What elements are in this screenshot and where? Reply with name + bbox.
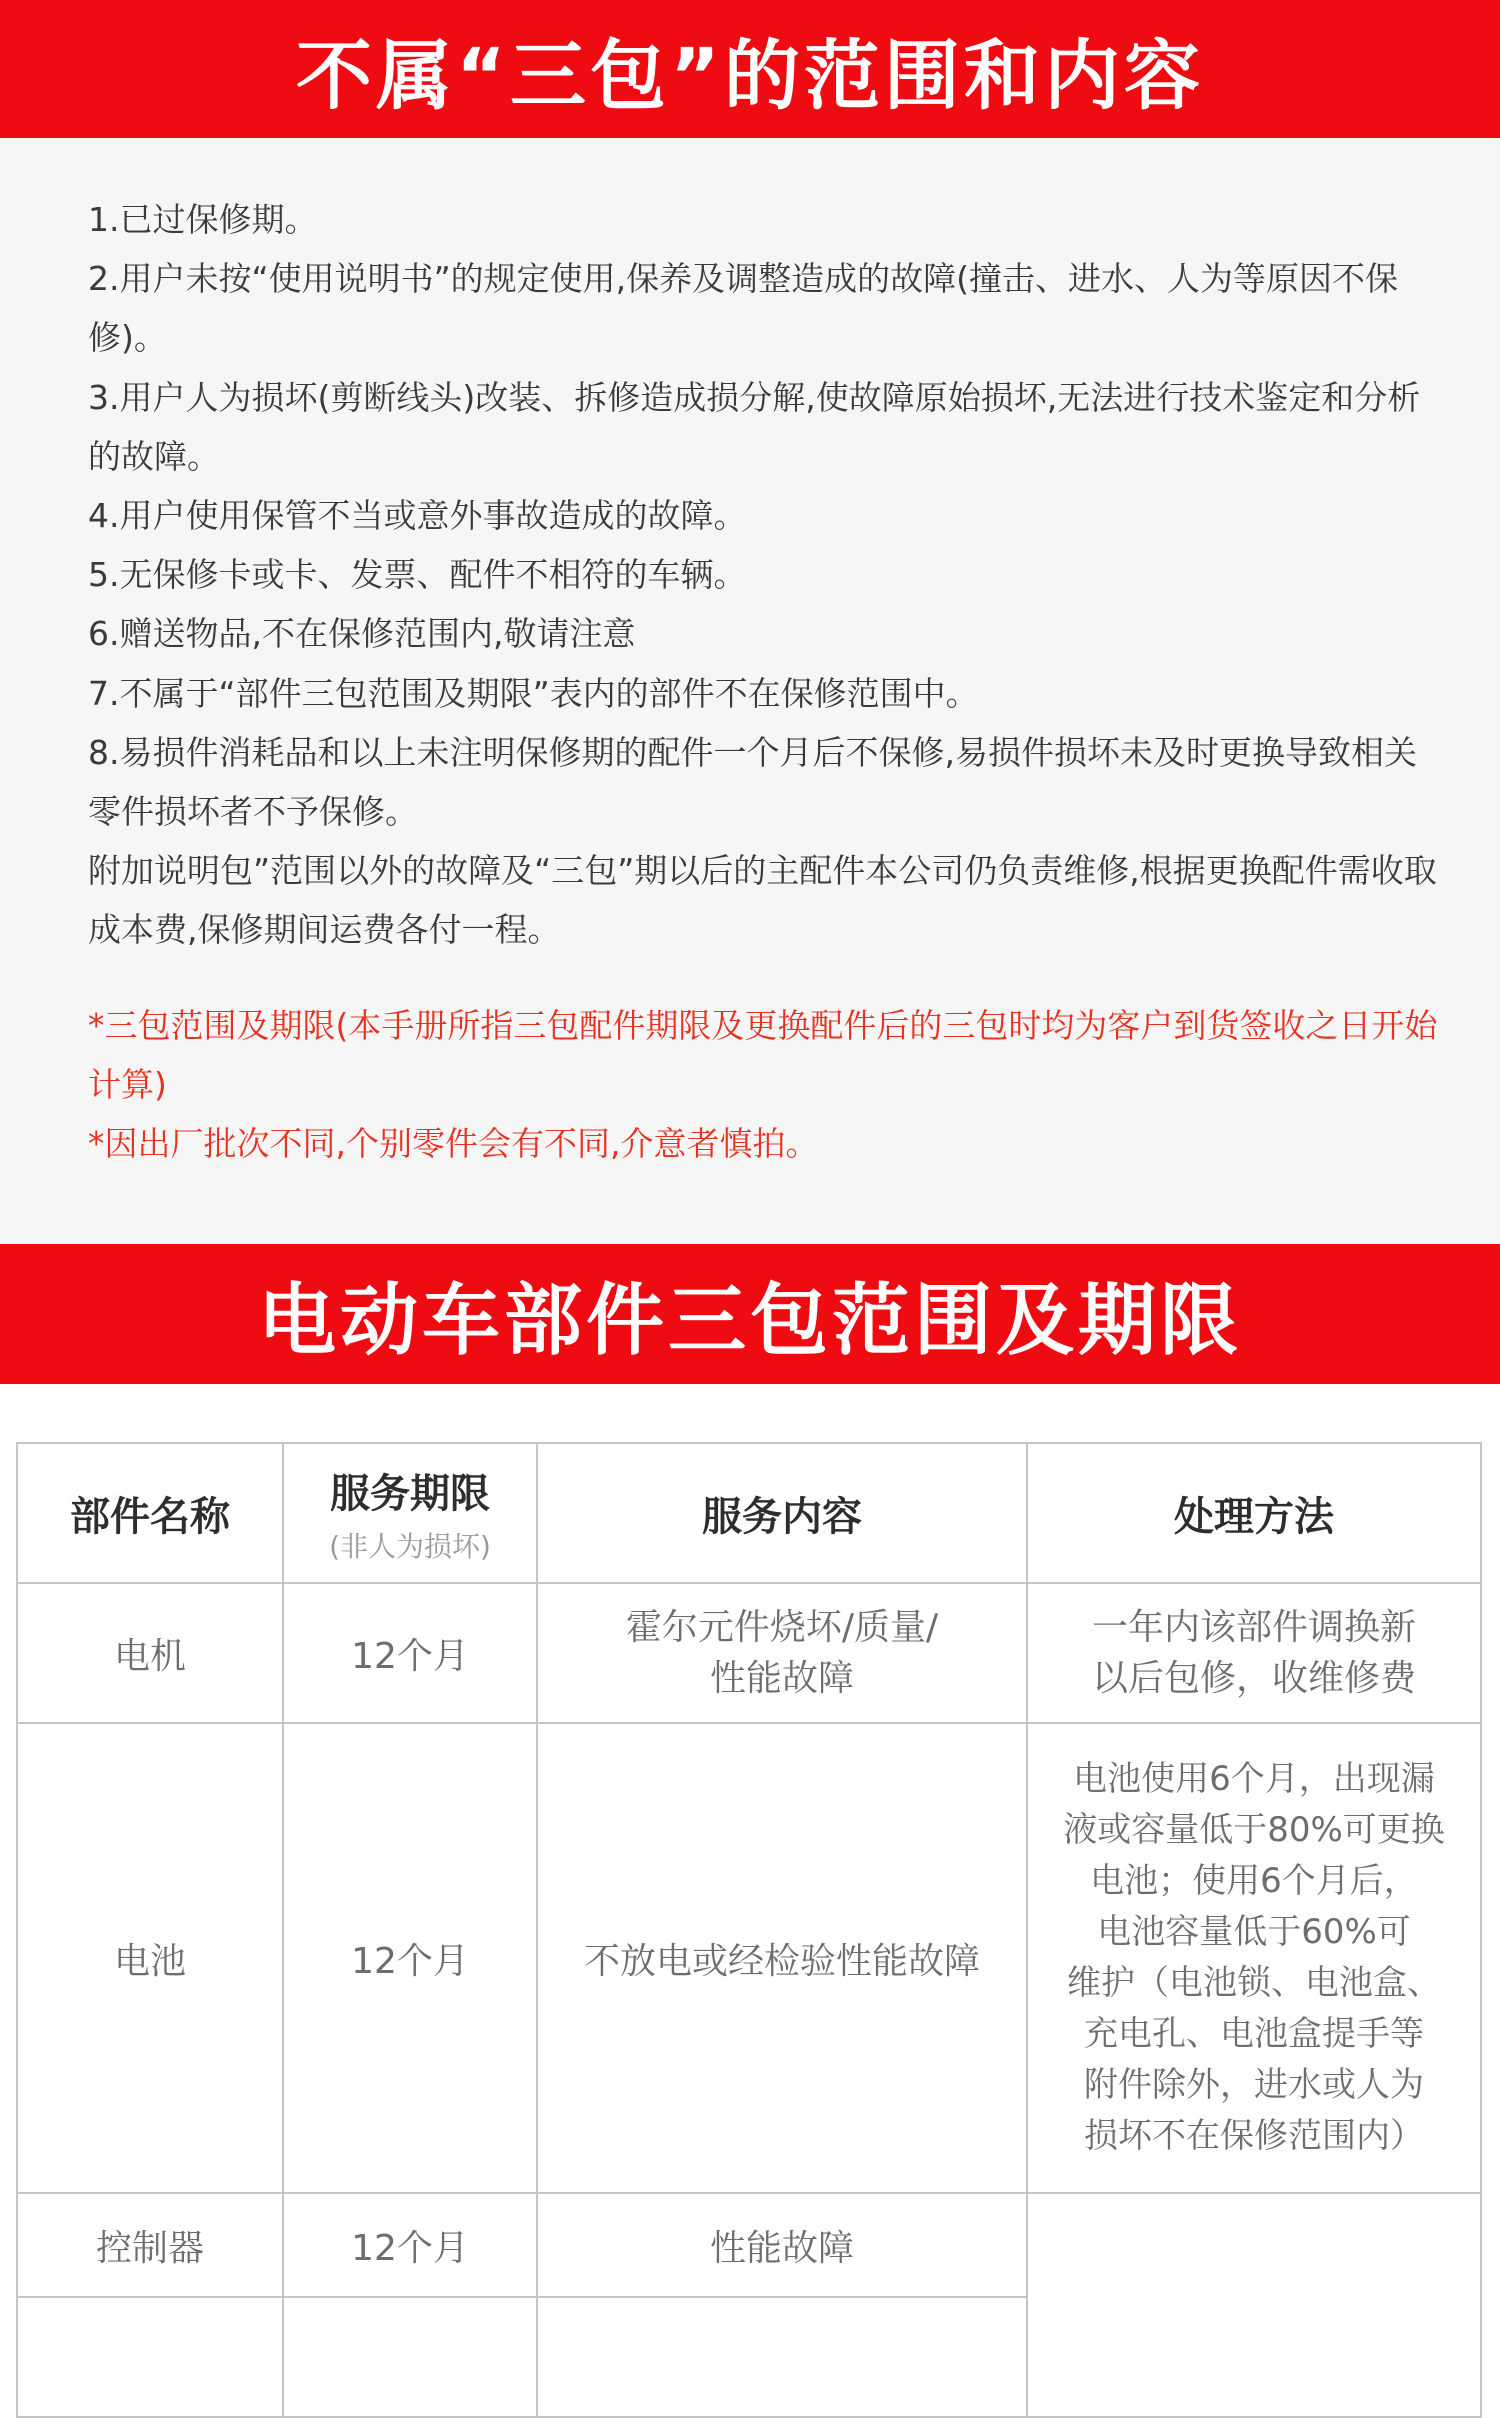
- exclusion-rules-list: [88, 190, 1448, 960]
- cell-method-line: 电池使用6个月，出现漏: [1073, 1759, 1435, 1799]
- cell-content-line: 不放电或经检验性能故障: [583, 1940, 980, 1982]
- header-service-period-label: 服务期限: [330, 1470, 490, 1517]
- section-title-warranty: 电动车部件三包范围及期限: [257, 1276, 1242, 1366]
- rule-item: 8.易损件消耗品和以上未注明保修期的配件一个月后不保修,易损件损坏未及时更换导致相关零件损坏者不予保修。: [88, 732, 1417, 832]
- cell-method-line: 液或容量低于80%可更换: [1063, 1810, 1445, 1850]
- cell-part-name: 电池: [17, 1723, 283, 2193]
- rule-item: 2.用户未按“使用说明书”的规定使用,保养及调整造成的故障(撞击、进水、人为等原因不保修)。: [88, 259, 1399, 358]
- rule-item: 4.用户使用保管不当或意外事故造成的故障。: [88, 496, 747, 536]
- warranty-table: [16, 1442, 1482, 2418]
- rule-item: 3.用户人为损坏(剪断线头)改装、拆修造成损分解,使故障原始损坏,无法进行技术鉴定和分析的故障。: [88, 377, 1421, 476]
- header-handling-method: 处理方法: [1027, 1443, 1481, 1583]
- cell-method-line: 以后包修，收维修费: [1091, 1658, 1416, 1699]
- cell-method-line: 损坏不在保修范围内）: [1084, 2116, 1424, 2156]
- cell-content-line: 性能故障: [709, 2227, 854, 2269]
- cell-part-name: 控制器: [17, 2193, 283, 2297]
- cell-content: [537, 1723, 1027, 2193]
- table-row: [17, 2193, 1481, 2297]
- cell-period: 12个月: [283, 1723, 537, 2193]
- rule-item: 6.赠送物品,不在保修范围内,敬请注意: [88, 614, 636, 654]
- cell-content: [537, 2193, 1027, 2297]
- cell-content-cut: [537, 2297, 1027, 2417]
- cell-method-line: 电池容量低于60%可: [1097, 1912, 1411, 1952]
- table-row: [17, 1583, 1481, 1723]
- cell-method-line: 维护（电池锁、电池盒、: [1067, 1963, 1441, 2003]
- table-header-row: [17, 1443, 1481, 1583]
- header-service-period-sub: (非人为损坏): [329, 1529, 491, 1563]
- cell-content: [537, 1583, 1027, 1723]
- rule-item: 7.不属于“部件三包范围及期限”表内的部件不在保修范围中。: [88, 673, 979, 713]
- cell-part-name-cut: [17, 2297, 283, 2417]
- rule-item: 1.已过保修期。: [88, 200, 318, 239]
- cell-content-line: 霍尔元件烧坏/质量/: [625, 1607, 939, 1648]
- section-title-exclusions: 不属“三包”的范围和内容: [296, 30, 1204, 120]
- warning-notes: [88, 996, 1448, 1174]
- header-service-period: [283, 1443, 537, 1583]
- cell-method-line: 附件除外，进水或人为: [1084, 2065, 1424, 2105]
- table-row: [17, 1723, 1481, 2193]
- cell-method: [1027, 2193, 1481, 2417]
- header-part-name: 部件名称: [17, 1443, 283, 1583]
- warning-note: *因出厂批次不同,个别零件会有不同,介意者慎拍。: [88, 1124, 819, 1164]
- cell-method: [1027, 1583, 1481, 1723]
- warning-note: *三包范围及期限(本手册所指三包配件期限及更换配件后的三包时均为客户到货签收之日开始计算): [88, 1006, 1438, 1105]
- rule-item: 5.无保修卡或卡、发票、配件不相符的车辆。: [88, 555, 747, 595]
- cell-part-name: 电机: [17, 1583, 283, 1723]
- header-service-content: 服务内容: [537, 1443, 1027, 1583]
- cell-method-line: 充电孔、电池盒提手等: [1084, 2014, 1424, 2054]
- section-banner-exclusions: [0, 0, 1500, 138]
- rule-item: 附加说明包”范围以外的故障及“三包”期以后的主配件本公司仍负责维修,根据更换配件需收取成本费,保修期间运费各付一程。: [88, 851, 1437, 950]
- cell-method: [1027, 1723, 1481, 2193]
- cell-content-line: 性能故障: [709, 1658, 854, 1699]
- cell-method-line: 一年内该部件调换新: [1091, 1607, 1416, 1648]
- cell-period: 12个月: [283, 2193, 537, 2297]
- cell-period-cut: [283, 2297, 537, 2417]
- cell-period: 12个月: [283, 1583, 537, 1723]
- cell-method-line: 电池；使用6个月后，: [1090, 1861, 1418, 1901]
- section-banner-warranty: [0, 1244, 1500, 1384]
